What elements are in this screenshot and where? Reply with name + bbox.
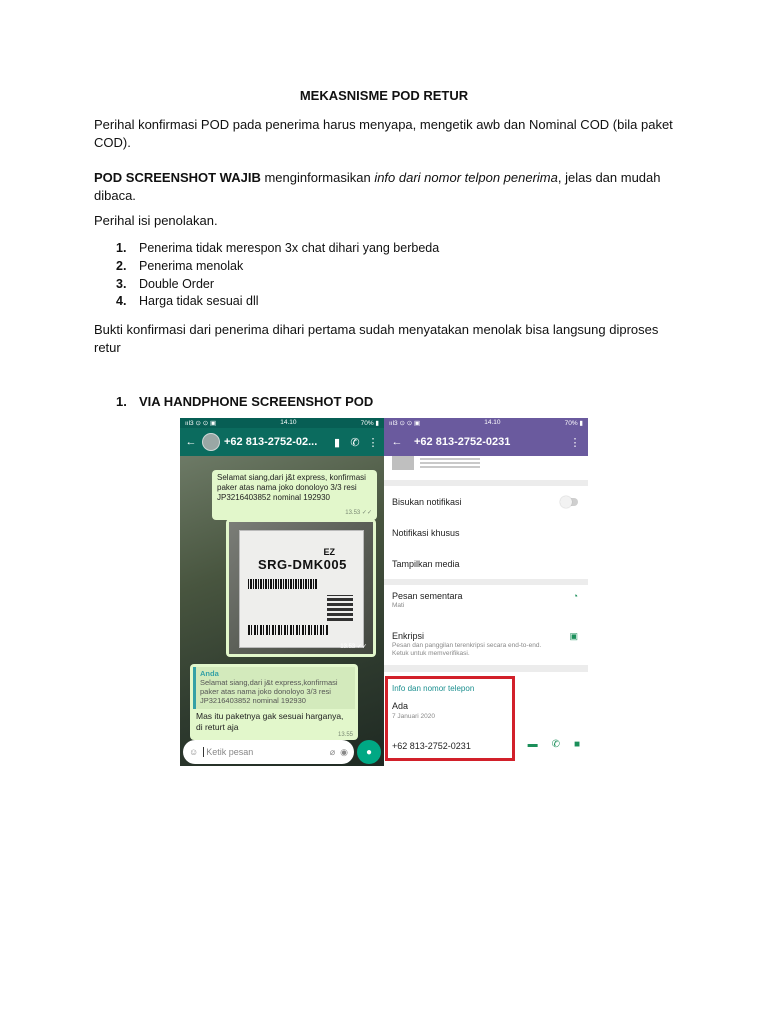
list-text: Double Order — [139, 276, 215, 291]
status-time: 14.10 — [280, 419, 297, 426]
message-input-bar[interactable] — [183, 740, 354, 764]
message-time: 13.53 ✓✓ — [345, 510, 372, 516]
status-battery: 70% ▮ — [360, 420, 379, 427]
back-arrow-icon[interactable]: ← — [391, 436, 403, 448]
list-number: 1. — [116, 241, 127, 255]
disappearing-messages-label: Pesan sementara — [392, 591, 463, 601]
media-strip[interactable] — [384, 456, 588, 480]
custom-notifications-row[interactable] — [384, 517, 588, 548]
list-item — [116, 276, 439, 294]
label-code: SRG-DMK005 — [258, 557, 347, 572]
disappearing-messages-status: Mati — [392, 602, 405, 609]
contact-info-screenshot — [384, 418, 588, 766]
status-battery: 70% ▮ — [564, 420, 583, 427]
emoji-icon[interactable]: ☺ — [189, 747, 199, 757]
message-text: Selamat siang,dari j&t express, konfirmasi paker atas nama joko donoloyo 3/3 resi JP3216403852 nominal 192930 — [217, 473, 366, 502]
info-heading: Info dan nomor telepon — [392, 684, 475, 693]
custom-notifications-label: Notifikasi khusus — [392, 527, 460, 538]
list-item — [116, 258, 439, 276]
back-arrow-icon[interactable]: ← — [185, 436, 197, 448]
encryption-label: Enkripsi — [392, 631, 425, 641]
privacy-group — [384, 585, 588, 665]
reply-time: 13.55 — [337, 732, 353, 738]
list-item — [116, 240, 439, 258]
camera-icon[interactable]: ◉ — [340, 746, 348, 757]
mic-button[interactable] — [357, 740, 381, 764]
paragraph-screenshot-requirement — [94, 169, 674, 204]
phone-icon[interactable]: ✆ — [350, 436, 360, 449]
message-input[interactable]: Ketik pesan — [203, 747, 325, 757]
timer-icon: ◔ — [572, 591, 578, 601]
quoted-message[interactable] — [193, 667, 355, 709]
rejection-list — [116, 240, 439, 311]
list-number: 3. — [116, 276, 127, 291]
encryption-description: Pesan dan panggilan terenkripsi secara end-to-end. Ketuk untuk memverifikasi. — [392, 642, 542, 657]
chat-contact-name[interactable]: +62 813-2752-02... — [224, 436, 318, 448]
mic-icon: ● — [365, 746, 373, 758]
section-title: VIA HANDPHONE SCREENSHOT POD — [139, 394, 374, 409]
photo-time: 13.53 ✓✓ — [340, 644, 367, 650]
contact-actions — [528, 739, 580, 750]
phone-icon[interactable]: ✆ — [551, 739, 560, 750]
list-text: Harga tidak sesuai dll — [139, 294, 259, 309]
outgoing-message — [212, 470, 377, 520]
paragraph-proof: Bukti konfirmasi dari penerima dihari pertama sudah menyatakan menolak bisa langsung diproses retur — [94, 322, 659, 355]
message-icon[interactable]: ▬ — [527, 739, 538, 750]
phone-number[interactable]: +62 813-2752-0231 — [392, 741, 471, 751]
media-preview — [420, 458, 480, 468]
paragraph-pod-confirmation: Perihal konfirmasi POD pada penerima harus menyapa, mengetik awb dan Nominal COD (bila paket COD). — [94, 117, 673, 150]
document-title: MEKASNISME POD RETUR — [299, 88, 469, 103]
qr-code-icon — [327, 595, 353, 621]
media-visibility-row[interactable] — [384, 548, 588, 579]
chat-screenshot — [180, 418, 384, 766]
barcode-icon — [248, 579, 318, 589]
chat-header — [180, 428, 384, 456]
paragraph-mid-text: menginformasikan — [260, 170, 375, 185]
about-text: Ada — [392, 701, 409, 711]
list-text: Penerima menolak — [139, 258, 244, 273]
list-number: 4. — [116, 294, 127, 309]
mute-notifications-label: Bisukan notifikasi — [392, 496, 462, 507]
italic-info-text: info dari nomor telpon penerima — [374, 170, 558, 185]
photo-message[interactable] — [226, 519, 376, 657]
status-time: 14.10 — [484, 419, 501, 426]
status-signal: ııl3 ⊙ ⊙ ▣ — [389, 420, 421, 427]
shipping-label — [239, 530, 364, 648]
video-call-icon[interactable]: ▮ — [333, 436, 341, 449]
label-ez: EZ — [323, 547, 335, 557]
list-number: 2. — [116, 258, 127, 273]
more-menu-icon[interactable]: ⋮ — [569, 436, 581, 449]
section-heading — [116, 394, 373, 409]
more-menu-icon[interactable]: ⋮ — [367, 436, 379, 449]
mute-notifications-row[interactable] — [384, 486, 588, 517]
contact-header — [384, 428, 588, 456]
highlight-box — [385, 676, 515, 761]
screenshot-required-text: POD SCREENSHOT WAJIB — [94, 170, 261, 185]
quote-text: Selamat siang,dari j&t express,konfirmasi paker atas nama joko donoloyo 3/3 resi JP3216403852 nominal 192930 — [200, 678, 338, 705]
quote-author: Anda — [200, 669, 219, 678]
paragraph-end-text: , jelas dan mudah dibaca. — [94, 170, 661, 203]
video-call-icon[interactable]: ■ — [573, 739, 580, 750]
media-visibility-label: Tampilkan media — [392, 558, 460, 569]
attach-icon[interactable]: ⌀ — [329, 746, 336, 757]
disappearing-messages-row[interactable] — [384, 585, 588, 625]
reply-text: Mas itu paketnya gak sesuai harganya, di returt aja — [196, 711, 344, 732]
mute-toggle[interactable] — [560, 498, 578, 506]
barcode-icon — [248, 625, 328, 635]
list-item — [116, 293, 439, 311]
settings-group — [384, 486, 588, 579]
lock-icon: ▣ — [569, 631, 578, 641]
about-date: 7 Januari 2020 — [392, 713, 436, 720]
status-signal: ııl3 ⊙ ⊙ ▣ — [185, 420, 217, 427]
contact-number-title: +62 813-2752-0231 — [414, 436, 511, 448]
list-text: Penerima tidak merespon 3x chat dihari yang berbeda — [139, 241, 440, 255]
status-bar — [180, 418, 384, 428]
package-photo — [229, 522, 373, 654]
avatar[interactable] — [202, 433, 220, 451]
encryption-row[interactable] — [384, 625, 588, 665]
incoming-reply — [190, 664, 358, 740]
status-bar — [384, 418, 588, 428]
media-thumbnail[interactable] — [392, 456, 414, 470]
paragraph-rejection-heading: Perihal isi penolakan. — [94, 213, 218, 228]
section-number: 1. — [116, 394, 127, 409]
